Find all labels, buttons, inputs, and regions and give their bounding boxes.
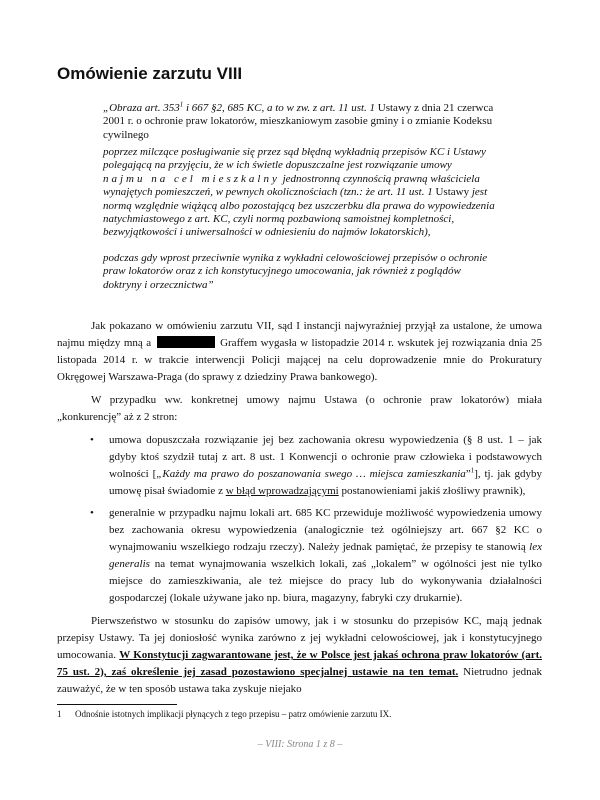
footnote bbox=[57, 708, 542, 720]
quote-text: i 667 §2, 685 KC, a to w zw. z art. 11 ust. 1 bbox=[183, 102, 376, 114]
bullet-icon: • bbox=[90, 507, 94, 519]
quote-paragraph-3 bbox=[103, 252, 495, 292]
list-item bbox=[57, 432, 542, 500]
footnote-ref[interactable]: 1 bbox=[470, 466, 475, 475]
body-text: Graffem wygasła w listopadzie 2014 r. wskutek jej rozwiązania dnia 25 listopada 2014 r. w trakcie interwencji Policji mającej na celu doprowadzenie mnie do Prokuratury Okręgowej Warszawa-Praga (do sprawy z dziedziny Prawa bankowego). bbox=[57, 337, 543, 383]
quote-sup: 1 bbox=[179, 100, 184, 109]
bullet-list bbox=[57, 432, 542, 607]
footnote-number: 1 bbox=[57, 709, 62, 719]
body-text: generalnie w przypadku najmu lokali art. 685 KC przewiduje możliwość wypowiedzenia umowy bez zachowania okresu wypowiedzenia (analogicznie też ogólniejszy art. 667 §2 KC o wynajmowaniu wszelkiego rodzaju rzeczy). Należy jednak pamiętać, że przepisy te stanowią bbox=[109, 507, 542, 553]
body-text: Jak pokazano w omówieniu zarzutu VII, sąd I instancji najwyraźniej przyjął za ustalone, że umowa najmu między mną a bbox=[57, 320, 542, 349]
footnote-separator bbox=[57, 704, 177, 705]
page-number: – VIII: Strona 1 z 8 – bbox=[257, 739, 343, 750]
list-item bbox=[57, 505, 542, 607]
quote-text: jednostronną czynnością prawną właściciela wynajętych pomieszczeń, w pewnych okolicznościach (tzn.: że art. 11 ust. 1 bbox=[103, 172, 480, 199]
quote-paragraph-1 bbox=[103, 102, 495, 142]
body-paragraph-1 bbox=[57, 318, 542, 386]
page-title: Omówienie zarzutu VIII bbox=[57, 64, 243, 83]
redaction-box bbox=[157, 336, 215, 348]
body-italic-text: „Każdy ma prawo do poszanowania swego … miejsca zamieszkania bbox=[156, 468, 466, 480]
underlined-text: w błąd wprowadzającymi bbox=[225, 485, 339, 497]
body-paragraph-2: W przypadku ww. konkretnej umowy najmu Ustawa (o ochronie praw lokatorów) miała „konkurencję” aż z 2 stron: bbox=[57, 394, 542, 423]
bullet-icon: • bbox=[90, 434, 94, 446]
quote-text: „Obraza art. 353 bbox=[103, 102, 180, 114]
bold-underlined-text: W Konstytucji zagwarantowane jest, że w Polsce jest jakaś ochrona praw lokatorów (art. 75 ust. 2), zaś określenie jej zasad pozostawiono specjalnej ustawie na ten temat. bbox=[57, 649, 543, 678]
quote-text: poprzez milczące posługiwanie się przez sąd błędną wykładnią przepisów KC i Ustawy polegającą na przyjęciu, że w ich świetle dopuszczalne jest rozwiązanie umowy bbox=[103, 146, 486, 172]
main-body bbox=[57, 318, 542, 704]
body-text: postanowieniami jakiś złośliwy prawnik), bbox=[338, 485, 526, 497]
body-italic-text: lex generalis bbox=[109, 541, 542, 570]
body-text: ” bbox=[465, 468, 471, 480]
quote-text: jest normą względnie wiążącą albo pozostającą bez uszczerbku dla prawa do wypowiedzenia natychmiastowego z art. KC, czyli normą pozbawioną samoistnej kompletności, bezwyjątkowości i uniwersalności w odniesieniu do najmów lokatorskich), bbox=[103, 186, 495, 239]
body-text: ], tj. jak gdyby umowę pisał świadomie z bbox=[109, 468, 542, 497]
body-paragraph-3 bbox=[57, 613, 542, 698]
quote-text: Ustawy z dnia 21 czerwca 2001 r. o ochronie praw lokatorów, mieszkaniowym zasobie gminy i o zmianie Kodeksu cywilnego bbox=[103, 102, 494, 141]
quote-text: Ustawy bbox=[432, 186, 470, 199]
body-text: umowa dopuszczała rozwiązanie jej bez zachowania okresu wypowiedzenia (§ 8 ust. 1 – jak gdyby ktoś szydził tutaj z art. 8 ust. 1 Konwencji o ochronie praw człowieka i podstawowych wolności [ bbox=[109, 434, 542, 480]
footnote-text: Odnośnie istotnych implikacji płynących z tego przepisu – patrz omówienie zarzutu IX. bbox=[75, 709, 392, 719]
quote-spaced-text: najmu na cel mieszkalny bbox=[103, 172, 280, 185]
body-text: Pierwszeństwo w stosunku do zapisów umowy, jak i w stosunku do przepisów KC, mają jednak przepisy Ustawy. Ta jej doniosłość wynika zarówno z jej wykładni celowościowej, jak i konstytucyjnego umocowania. bbox=[57, 615, 542, 661]
quote-paragraph-2 bbox=[103, 146, 495, 240]
body-text: na temat wynajmowania wszelkich lokali, zaś „lokalem” w ogólności jest nie tylko miejsce do zamieszkiwania, ale też miejsce do pracy lub do wykonywania działalności gospodarczej (lokale używane jako np. biura, magazyny, fabryki czy drukarnie). bbox=[109, 558, 542, 604]
quote-text: podczas gdy wprost przeciwnie wynika z wykładni celowościowej przepisów o ochronie praw lokatorów oraz z ich konstytucyjnego umocowania, jak również z poglądów doktryny i orzecznictwa” bbox=[103, 252, 488, 291]
body-text: Nietrudno jednak zauważyć, że w ten sposób ustawa taka zyskuje niejako bbox=[57, 666, 542, 695]
